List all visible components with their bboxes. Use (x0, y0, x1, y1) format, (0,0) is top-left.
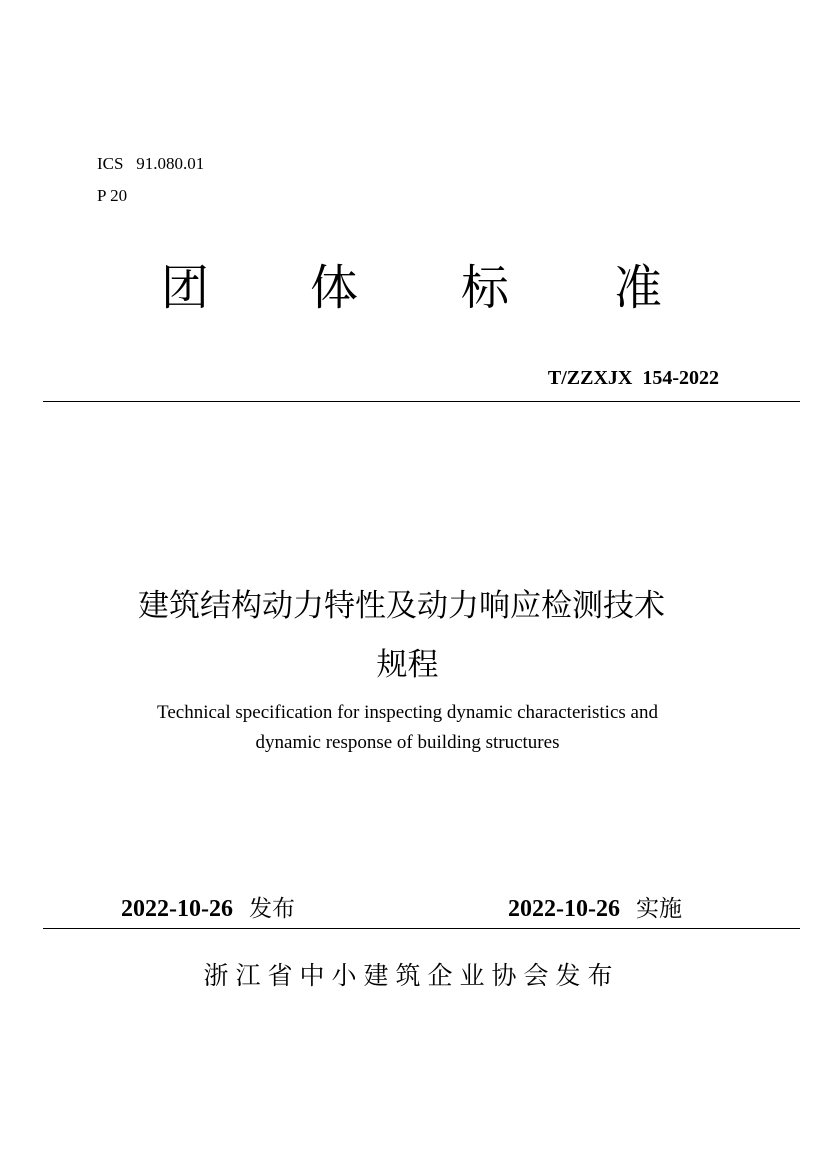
standard-type-char: 团 (161, 260, 210, 316)
issue-date-block (121, 894, 295, 924)
publisher: 浙江省中小建筑企业协会发布 (203, 961, 620, 990)
title-cn-line-1: 建筑结构动力特性及动力响应检测技术 (138, 588, 665, 624)
top-divider (43, 401, 800, 402)
bottom-divider (43, 928, 800, 929)
ics-code: ICS 91.080.01 (97, 154, 205, 173)
title-en-line-1: Technical specification for inspecting dynamic characteristics and (157, 702, 658, 723)
standard-type-char: 准 (614, 260, 663, 316)
standard-type-heading (0, 258, 815, 318)
implement-label: 实施 (635, 896, 682, 922)
standard-type-char: 标 (461, 260, 510, 316)
issue-label: 发布 (248, 896, 295, 922)
implement-date: 2022-10-26 (508, 896, 620, 922)
standard-number: T/ZZXJX 154-2022 (547, 367, 719, 389)
title-en-line-2: dynamic response of building structures (255, 732, 560, 753)
implement-date-block (508, 894, 682, 924)
ccs-code: P 20 (97, 186, 128, 205)
issue-date: 2022-10-26 (121, 896, 233, 922)
standard-type-char: 体 (310, 260, 359, 316)
title-cn-line-2: 规程 (376, 647, 439, 683)
